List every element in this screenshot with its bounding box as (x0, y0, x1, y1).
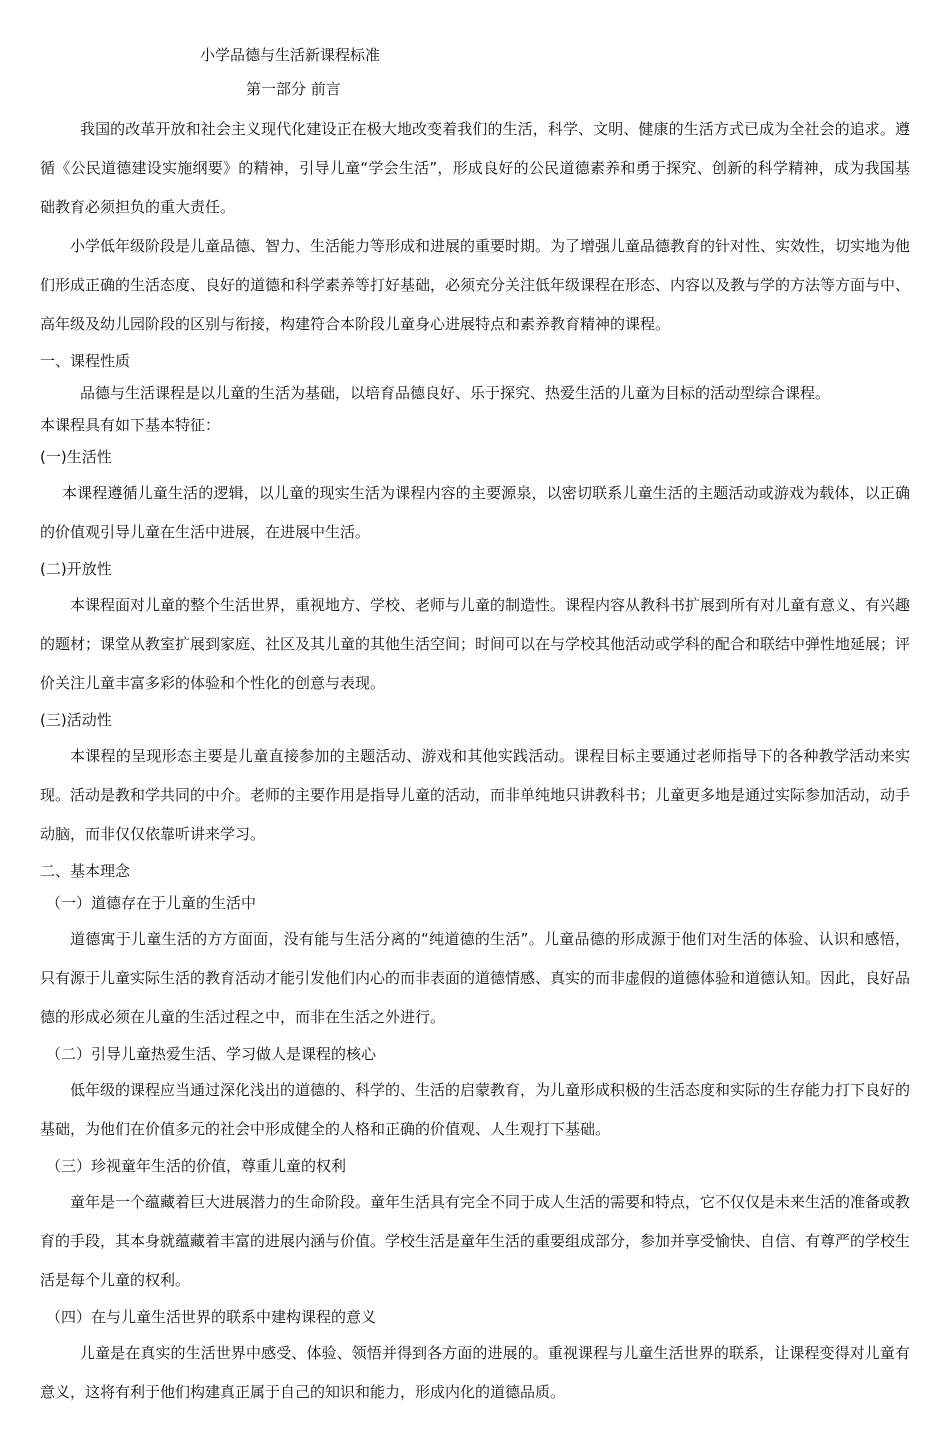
idea-paragraph-2: 低年级的课程应当通过深化浅出的道德的、科学的、生活的启蒙教育，为儿童形成积极的生活态度和实际的生存能力打下良好的基础，为他们在价值多元的社会中形成健全的人格和正确的价值观、人生观打下基础。 (40, 1081, 911, 1138)
feature-heading-life: (一)生活性 (40, 448, 112, 466)
nature-paragraph: 品德与生活课程是以儿童的生活为基础，以培育品德良好、乐于探究、热爱生活的儿童为目标的活动型综合课程。 (80, 384, 831, 402)
idea-heading-4: （四）在与儿童生活世界的联系中建构课程的意义 (46, 1308, 377, 1326)
section-heading-ideas: 二、基本理念 (40, 862, 131, 880)
section-heading-nature: 一、课程性质 (40, 352, 131, 370)
intro-paragraph-2: 小学低年级阶段是儿童品德、智力、生活能力等形成和进展的重要时期。为了增强儿童品德教育的针对性、实效性，切实地为他们形成正确的生活态度、良好的道德和科学素养等打好基础，必须充分关注低年级课程在形态、内容以及教与学的方法等方面与中、高年级及幼儿园阶段的区别与衔接，构建符合本阶段儿童身心进展特点和素养教育精神的课程。 (40, 237, 911, 333)
feature-heading-activity: (三)活动性 (40, 711, 112, 729)
intro-paragraph-1: 我国的改革开放和社会主义现代化建设正在极大地改变着我们的生活，科学、文明、健康的生活方式已成为全社会的追求。遵循《公民道德建设实施纲要》的精神，引导儿童“学会生活”，形成良好的公民道德素养和勇于探究、创新的科学精神，成为我国基础教育必须担负的重大责任。 (40, 120, 910, 216)
idea-paragraph-3: 童年是一个蕴藏着巨大进展潜力的生命阶段。童年生活具有完全不同于成人生活的需要和特点，它不仅仅是未来生活的准备或教育的手段，其本身就蕴藏着丰富的进展内涵与价值。学校生活是童年生活的重要组成部分，参加并享受愉快、自信、有尊严的学校生活是每个儿童的权利。 (40, 1193, 911, 1289)
idea-paragraph-1: 道德寓于儿童生活的方方面面，没有能与生活分离的“纯道德的生活”。儿童品德的形成源于他们对生活的体验、认识和感悟，只有源于儿童实际生活的教育活动才能引发他们内心的而非表面的道德情感、真实的而非虚假的道德体验和道德认知。因此，良好品德的形成必须在儿童的生活过程之中，而非在生活之外进行。 (40, 930, 911, 1026)
idea-heading-1: （一）道德存在于儿童的生活中 (46, 894, 257, 912)
idea-paragraph-4: 儿童是在真实的生活世界中感受、体验、领悟并得到各方面的进展的。重视课程与儿童生活世界的联系，让课程变得对儿童有意义，这将有利于他们构建真正属于自己的知识和能力，形成内化的道德品质。 (40, 1344, 910, 1401)
feature-paragraph-activity: 本课程的呈现形态主要是儿童直接参加的主题活动、游戏和其他实践活动。课程目标主要通过老师指导下的各种教学活动来实现。活动是教和学共同的中介。老师的主要作用是指导儿童的活动，而非单纯地只讲教科书；儿童更多地是通过实际参加活动，动手动脑，而非仅仅依靠听讲来学习。 (40, 747, 911, 843)
feature-heading-open: (二)开放性 (40, 560, 112, 578)
part-heading: 第一部分 前言 (246, 80, 341, 98)
document-title: 小学品德与生活新课程标准 (200, 46, 381, 64)
idea-heading-3: （三）珍视童年生活的价值，尊重儿童的权利 (46, 1157, 347, 1175)
idea-heading-2: （二）引导儿童热爱生活、学习做人是课程的核心 (46, 1045, 377, 1063)
feature-paragraph-open: 本课程面对儿童的整个生活世界，重视地方、学校、老师与儿童的制造性。课程内容从教科书扩展到所有对儿童有意义、有兴趣的题材；课堂从教室扩展到家庭、社区及其儿童的其他生活空间；时间可以在与学校其他活动或学科的配合和联结中弹性地延展；评价关注儿童丰富多彩的体验和个性化的创意与表现。 (40, 596, 911, 692)
document-body (40, 110, 910, 1412)
features-intro: 本课程具有如下基本特征： (40, 416, 221, 434)
feature-paragraph-life: 本课程遵循儿童生活的逻辑，以儿童的现实生活为课程内容的主要源泉，以密切联系儿童生活的主题活动或游戏为载体，以正确的价值观引导儿童在生活中进展，在进展中生活。 (40, 484, 910, 541)
